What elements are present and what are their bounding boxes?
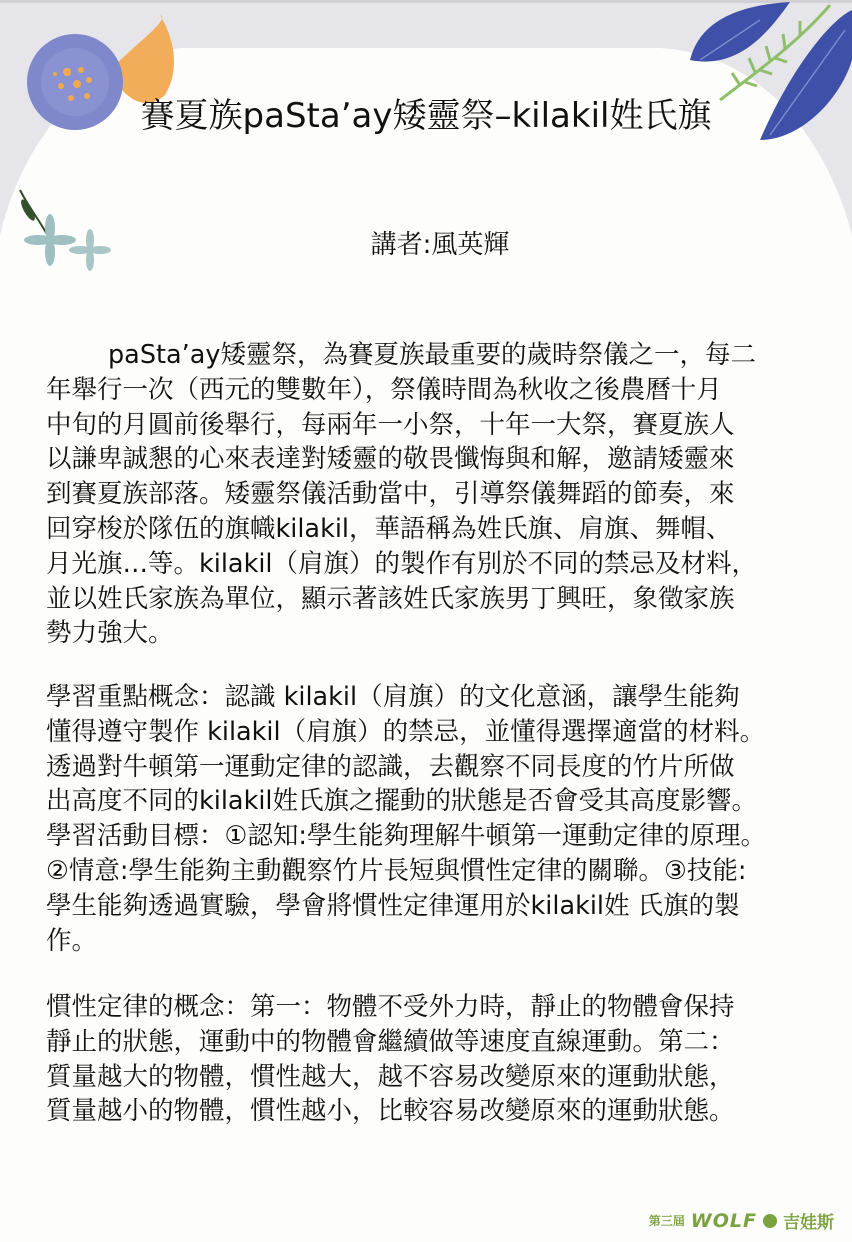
text-line: 作。 xyxy=(46,925,98,956)
footer-logo xyxy=(649,1208,834,1233)
text-line: 到賽夏族部落。矮靈祭儀活動當中，引導祭儀舞蹈的節奏，來 xyxy=(46,479,735,510)
logo-brand-cn: 吉娃斯 xyxy=(783,1213,834,1233)
logo-brand: WOLF xyxy=(690,1209,757,1232)
text-line: 懂得遵守製作 kilakil（肩旗）的禁忌，並懂得選擇適當的材料。 xyxy=(46,716,766,747)
text-line: ②情意:學生能夠主動觀察竹片長短與慣性定律的關聯。③技能: xyxy=(46,855,747,886)
text-line: 中旬的月圓前後舉行，每兩年一小祭，十年一大祭，賽夏族人 xyxy=(46,409,735,440)
text-line: 慣性定律的概念：第一：物體不受外力時，靜止的物體會保持 xyxy=(46,992,735,1022)
text-line: 質量越小的物體，慣性越小，比較容易改變原來的運動狀態。 xyxy=(46,1096,735,1127)
text-line: 靜止的狀態，運動中的物體會繼續做等速度直線運動。第二： xyxy=(46,1026,735,1057)
logo-badge-icon xyxy=(763,1214,777,1228)
text-line: 以謙卑誠懇的心來表達對矮靈的敬畏懺悔與和解，邀請矮靈來 xyxy=(46,444,735,475)
text-line: 學習重點概念：認識 kilakil（肩旗）的文化意涵，讓學生能夠 xyxy=(46,682,740,712)
intro-paragraph xyxy=(46,338,846,651)
text-line: 並以姓氏家族為單位，顯示著該姓氏家族男丁興旺，象徵家族 xyxy=(46,583,735,614)
text-line: 年舉行一次（西元的雙數年），祭儀時間為秋收之後農曆十月 xyxy=(46,374,722,405)
text-line: paSta’ay矮靈祭，為賽夏族最重要的歲時祭儀之一，每二 xyxy=(108,340,756,370)
text-line: 學生能夠透過實驗，學會將慣性定律運用於kilakil姓 氏旗的製 xyxy=(46,890,740,921)
speaker-name: 講者:風英輝 xyxy=(370,230,510,260)
text-line: 質量越大的物體，慣性越大，越不容易改變原來的運動狀態， xyxy=(46,1061,735,1092)
page-title: 賽夏族paSta’ay矮靈祭–kilakil姓氏旗 xyxy=(140,96,712,136)
inertia-concept-paragraph xyxy=(46,990,846,1129)
text-line: 勢力強大。 xyxy=(46,618,174,649)
text-line: 透過對牛頓第一運動定律的認識，去觀察不同長度的竹片所做 xyxy=(46,751,735,782)
learning-goals-paragraph xyxy=(46,680,846,958)
text-line: 月光旗…等。kilakil（肩旗）的製作有別於不同的禁忌及材料， xyxy=(46,548,758,579)
logo-edition: 第三屆 xyxy=(648,1214,685,1228)
text-line: 學習活動目標：①認知:學生能夠理解牛頓第一運動定律的原理。 xyxy=(46,821,766,852)
text-line: 出高度不同的kilakil姓氏旗之擺動的狀態是否會受其高度影響。 xyxy=(46,786,758,817)
text-line: 回穿梭於隊伍的旗幟kilakil，華語稱為姓氏旗、肩旗、舞帽、 xyxy=(46,513,732,544)
